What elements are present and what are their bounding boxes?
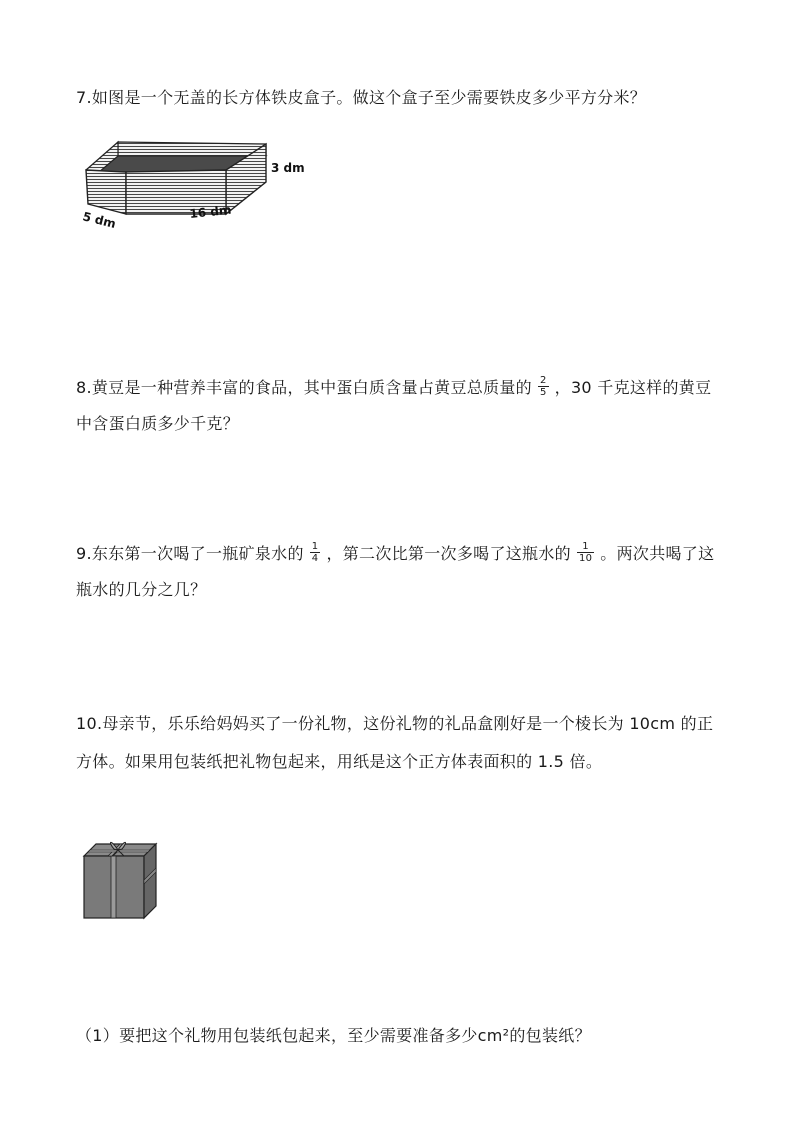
question-10-sub-1 (76, 1018, 726, 1054)
question-8-text-after: ，30 千克这样的黄豆中含蛋白质多少千克？ (76, 378, 712, 433)
fraction-numerator: 1 (582, 541, 589, 552)
gift-box-figure (80, 836, 160, 920)
question-9 (76, 536, 726, 608)
question-9-text-2: ，第二次比第一次多喝了这瓶水的 (326, 544, 571, 563)
fraction-one-fourth (310, 541, 321, 564)
question-10 (76, 705, 726, 781)
question-7 (76, 80, 726, 116)
fraction-denominator: 5 (539, 387, 547, 398)
fraction-numerator: 1 (311, 541, 319, 552)
fraction-two-fifths (538, 375, 549, 398)
fraction-denominator: 10 (578, 553, 593, 564)
question-7-text: 7.如图是一个无盖的长方体铁皮盒子。做这个盒子至少需要铁皮多少平方分米？ (76, 88, 647, 107)
width-label: 5 dm (81, 209, 118, 232)
question-9-text-1: 9.东东第一次喝了一瓶矿泉水的 (76, 544, 304, 563)
height-label: 3 dm (271, 161, 305, 175)
question-8-text-before: 8.黄豆是一种营养丰富的食品，其中蛋白质含量占黄豆总质量的 (76, 378, 532, 397)
fraction-numerator: 2 (539, 375, 547, 386)
question-10-sub-1-text: （1）要把这个礼物用包装纸包起来，至少需要准备多少cm²的包装纸？ (76, 1026, 591, 1045)
question-9-text-3: 。两次共喝了这瓶水的几分之几？ (76, 544, 715, 599)
fraction-one-tenth (577, 541, 594, 564)
fraction-denominator: 4 (311, 553, 319, 564)
length-label: 16 dm (188, 202, 233, 221)
open-box-figure (78, 136, 318, 232)
question-8 (76, 370, 726, 442)
question-10-text: 10.母亲节，乐乐给妈妈买了一份礼物，这份礼物的礼品盒刚好是一个棱长为 10cm 的正方体。如果用包装纸把礼物包起来，用纸是这个正方体表面积的 1.5 倍。 (76, 714, 714, 771)
